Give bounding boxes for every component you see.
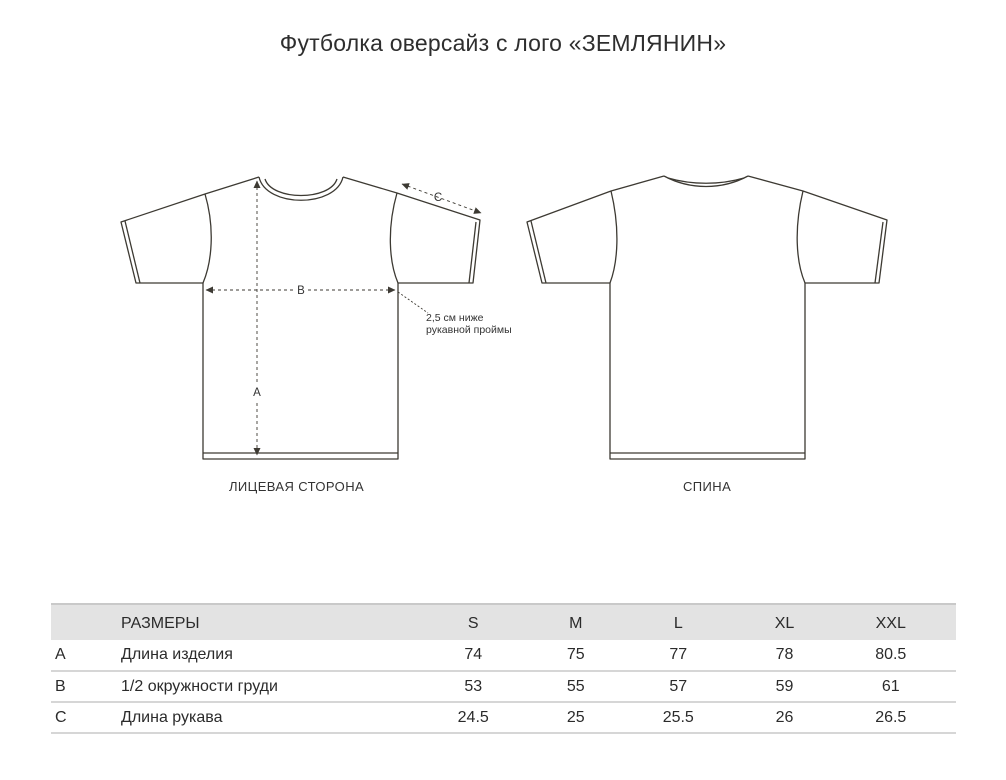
cell-value: 61 <box>881 677 900 695</box>
row-code: A <box>55 646 66 663</box>
cell-value: 24.5 <box>457 708 489 726</box>
size-header-xxl: XXL <box>875 614 906 632</box>
back-view-label: СПИНА <box>683 479 732 494</box>
armhole-note-line1: 2,5 см ниже <box>426 312 484 324</box>
cell-value: 78 <box>775 646 794 663</box>
cell-value: 57 <box>669 677 688 695</box>
header-label: РАЗМЕРЫ <box>121 614 200 632</box>
cell-value: 75 <box>566 646 585 663</box>
size-header-l: L <box>673 614 683 632</box>
dimension-a-label: A <box>253 387 261 399</box>
size-header-xl: XL <box>774 614 795 632</box>
cell-value: 74 <box>464 646 483 663</box>
armhole-note <box>426 312 512 336</box>
size-table-header <box>51 604 956 640</box>
dimension-c-label: C <box>433 192 443 204</box>
armhole-note-line2: рукавной проймы <box>426 324 512 336</box>
cell-value: 25.5 <box>662 708 694 726</box>
dimension-b-label: B <box>297 285 305 297</box>
row-name: Длина изделия <box>121 646 233 663</box>
row-name: Длина рукава <box>121 708 223 726</box>
size-table <box>51 603 956 734</box>
front-armhole-right <box>390 193 398 283</box>
cell-value: 59 <box>775 677 794 695</box>
row-name: 1/2 окружности груди <box>121 677 278 695</box>
cell-value: 80.5 <box>875 646 907 663</box>
cell-value: 77 <box>669 646 688 663</box>
page-title: Футболка оверсайз с лого «ЗЕМЛЯНИН» <box>279 30 727 56</box>
note-leader <box>398 292 428 313</box>
header-code-cell <box>51 604 121 640</box>
front-neckline-rib <box>265 179 337 196</box>
cell-value: 26 <box>775 708 794 726</box>
size-header-m: M <box>569 614 583 632</box>
back-outline <box>527 176 887 459</box>
row-code: B <box>55 677 66 695</box>
cell-value: 25 <box>566 708 585 726</box>
table-row <box>51 702 956 733</box>
back-armhole-right <box>797 191 805 283</box>
size-header-s: S <box>467 614 479 632</box>
back-armhole-left <box>610 191 617 283</box>
front-view-label: ЛИЦЕВАЯ СТОРОНА <box>229 479 365 494</box>
table-row <box>51 671 956 702</box>
row-code: C <box>55 708 67 726</box>
table-row <box>51 640 956 671</box>
back-neckline <box>664 176 748 187</box>
front-armhole-left <box>203 194 211 283</box>
cell-value: 26.5 <box>875 708 907 726</box>
back-tshirt <box>527 176 887 459</box>
cell-value: 53 <box>464 677 483 695</box>
front-neckline <box>259 177 343 200</box>
cell-value: 55 <box>566 677 585 695</box>
